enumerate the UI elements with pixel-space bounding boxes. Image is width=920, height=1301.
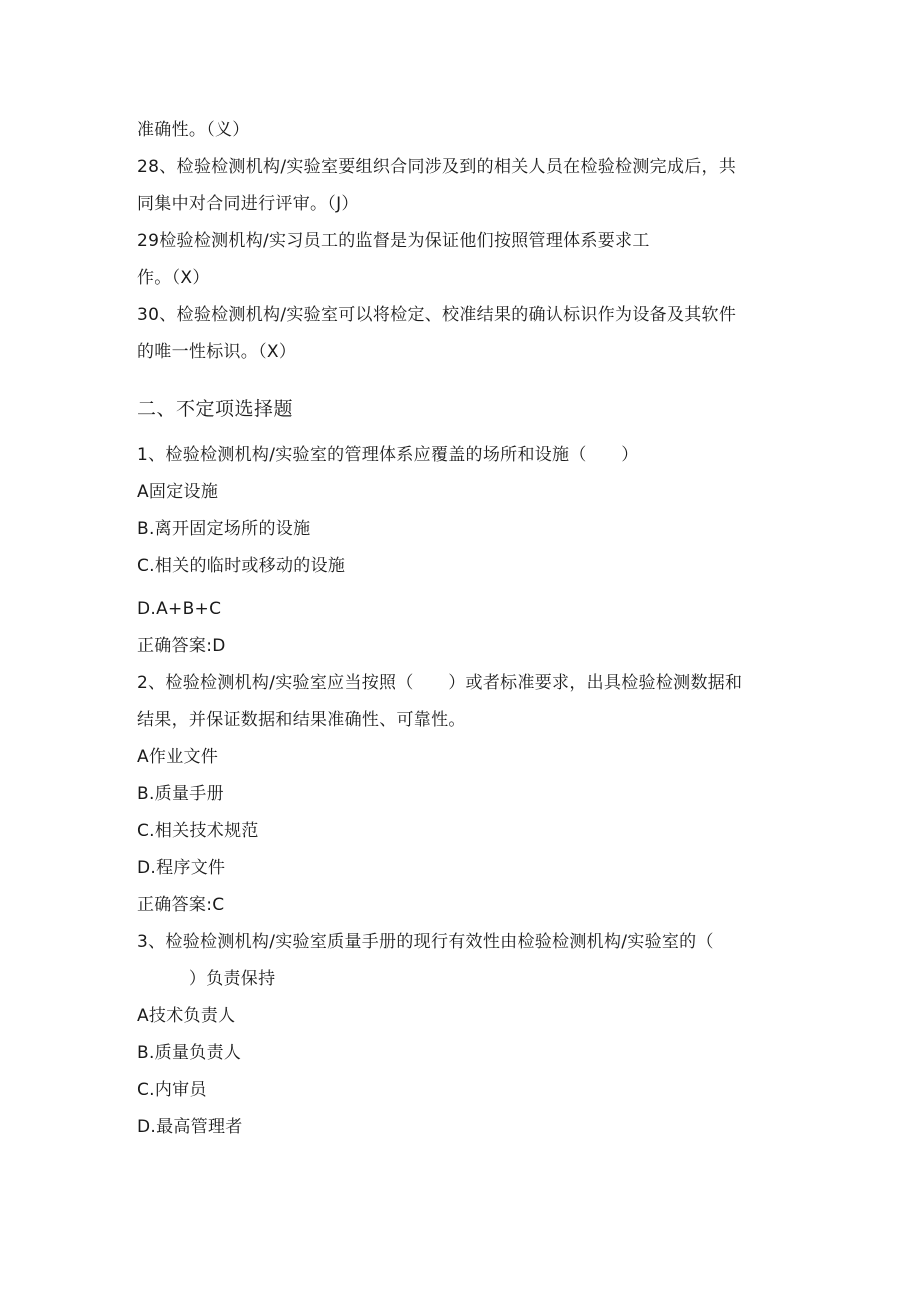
question-28-line-2: 同集中对合同进行评审。（J） <box>137 194 359 214</box>
question-1-stem: 1、检验检测机构/实验室的管理体系应覆盖的场所和设施（ ） <box>137 445 639 465</box>
section-title: 二、不定项选择题 <box>137 398 294 420</box>
question-3-option-b: B.质量负责人 <box>137 1043 242 1063</box>
question-1-option-b: B.离开固定场所的设施 <box>137 519 311 539</box>
question-3-stem-line-2: ）负责保持 <box>137 969 276 989</box>
question-3-option-d: D.最高管理者 <box>137 1117 243 1137</box>
question-28-line-1: 28、检验检测机构/实验室要组织合同涉及到的相关人员在检验检测完成后，共 <box>137 157 737 177</box>
question-2-option-d: D.程序文件 <box>137 858 226 878</box>
question-2-stem-line-2: 结果，并保证数据和结果准确性、可靠性。 <box>137 710 466 730</box>
question-2-stem-line-1: 2、检验检测机构/实验室应当按照（ ）或者标准要求，出具检验检测数据和 <box>137 673 743 693</box>
question-3-option-a: A技术负责人 <box>137 1006 236 1026</box>
question-2-option-c: C.相关技术规范 <box>137 821 259 841</box>
question-3-option-c: C.内审员 <box>137 1080 207 1100</box>
question-30-line-2: 的唯一性标识。（X） <box>137 342 297 362</box>
question-1-option-c: C.相关的临时或移动的设施 <box>137 556 346 576</box>
question-2-option-a: A作业文件 <box>137 747 219 767</box>
question-2-answer: 正确答案:C <box>137 895 225 915</box>
document-page <box>137 112 787 1146</box>
question-1-option-d: D.A+B+C <box>137 599 222 619</box>
question-30-line-1: 30、检验检测机构/实验室可以将检定、校准结果的确认标识作为设备及其软件 <box>137 305 737 325</box>
question-1-option-a: A固定设施 <box>137 482 219 502</box>
question-2-option-b: B.质量手册 <box>137 784 224 804</box>
question-1-answer: 正确答案:D <box>137 636 226 656</box>
text-line: 准确性。（义） <box>137 120 250 140</box>
question-29-line-2: 作。（X） <box>137 268 210 288</box>
question-29-line-1: 29检验检测机构/实习员工的监督是为保证他们按照管理体系要求工 <box>137 231 650 251</box>
question-3-stem-line-1: 3、检验检测机构/实验室质量手册的现行有效性由检验检测机构/实验室的（ <box>137 932 714 952</box>
